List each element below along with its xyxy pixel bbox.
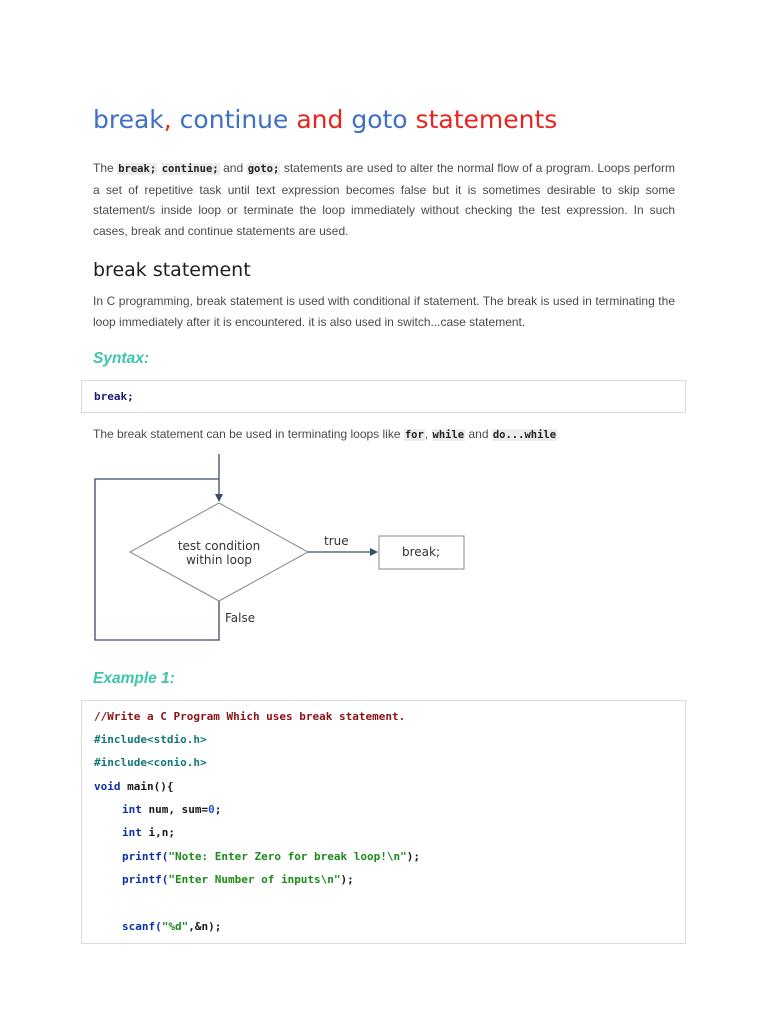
code-scanf-string: "%d": [161, 920, 189, 933]
example1-heading: Example 1:: [93, 670, 175, 687]
code-scanf-line: [122, 918, 221, 936]
code-include-stdio: #include<stdio.h>: [94, 733, 207, 746]
code-printf1-fn: printf(: [122, 850, 169, 863]
intro-and: and: [223, 161, 244, 175]
break-statement-heading: break statement: [93, 259, 251, 281]
code-decl1-rest: num, sum=: [141, 803, 209, 816]
code-include-conio: #include<conio.h>: [94, 756, 207, 769]
intro-keyword-continue: continue;: [161, 163, 219, 175]
loops-text-lead: The break statement can be used in terminating loops like: [93, 427, 401, 441]
code-decl1-end: ;: [214, 803, 222, 816]
code-printf1-string: "Note: Enter Zero for break loop!\n": [168, 850, 407, 863]
loops-comma: ,: [424, 427, 429, 441]
intro-rest: statements are used to alter the normal flow of a program. Loops perform a set of repetitive task until text expression becomes false but it is sometimes desirable to skip some statement/s inside loop or terminate the loop immediately without checking the test expression. In such cases, break and continue statements are used.: [93, 161, 675, 238]
code-printf2-end: );: [340, 873, 354, 886]
code-decl2-line: [122, 824, 175, 842]
code-int-keyword: int: [122, 803, 142, 816]
code-comment: //Write a C Program Which uses break statement.: [94, 710, 406, 723]
code-printf2-line: [122, 871, 354, 889]
code-printf2-string: "Enter Number of inputs\n": [168, 873, 341, 886]
code-main-signature: main(){: [120, 780, 174, 793]
code-void-keyword: void: [94, 780, 121, 793]
false-label: False: [225, 611, 256, 625]
true-label: true: [324, 534, 349, 548]
code-decl1-number: 0: [208, 803, 215, 816]
code-decl2-rest: i,n;: [141, 826, 175, 839]
title-comma: ,: [163, 105, 172, 134]
code-int-keyword: int: [122, 826, 142, 839]
break-description: In C programming, break statement is used with conditional if statement. The break is used in terminating the loop immediately after it is encountered. it is also used in switch...case statement.: [93, 294, 675, 329]
code-printf1-line: [122, 848, 420, 866]
loop-keyword-for: for: [404, 429, 424, 441]
decision-text-line2: within loop: [186, 553, 252, 567]
decision-text-line1: test condition: [177, 539, 261, 553]
title-break: break: [93, 105, 164, 134]
code-printf1-end: );: [406, 850, 421, 863]
loops-and: and: [468, 427, 489, 441]
title-statements: statements: [407, 105, 558, 134]
loop-keyword-do-while: do...while: [492, 429, 557, 441]
code-scanf-fn: scanf(: [122, 920, 162, 933]
title-goto: goto: [343, 105, 408, 134]
code-printf2-fn: printf(: [122, 873, 169, 886]
title-and: and: [288, 105, 344, 134]
code-main-line: [94, 778, 173, 796]
intro-keyword-break: break;: [118, 163, 157, 175]
break-action-label: break;: [401, 545, 441, 559]
example1-code-box: [81, 700, 686, 944]
syntax-heading: Syntax:: [93, 350, 149, 367]
syntax-code: break;: [94, 390, 134, 403]
loop-keyword-while: while: [432, 429, 465, 441]
intro-keyword-goto: goto;: [247, 163, 280, 175]
code-decl1-line: [122, 801, 221, 819]
intro-lead: The: [93, 161, 114, 175]
code-scanf-end: ,&n);: [188, 920, 222, 933]
title-continue: continue: [171, 105, 289, 134]
